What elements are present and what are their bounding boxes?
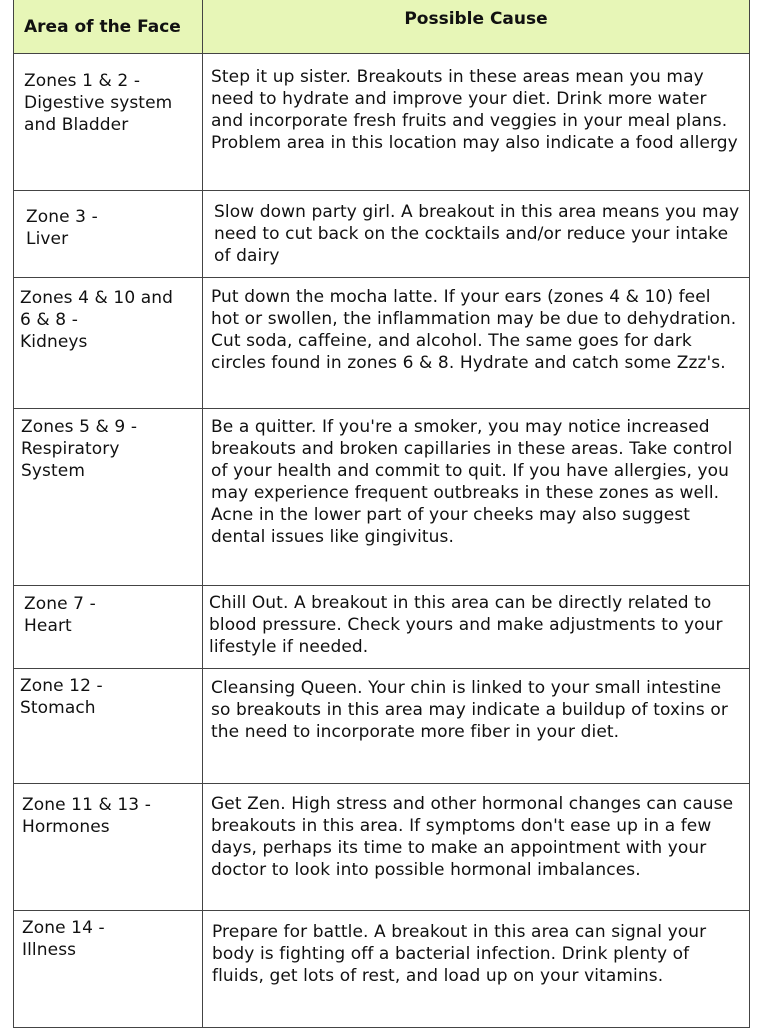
cause-cell	[203, 911, 750, 1028]
area-line: Zone 11 & 13 -	[22, 795, 151, 815]
table-row	[14, 669, 750, 784]
area-line: Hormones	[22, 817, 110, 837]
area-line: and Bladder	[24, 115, 129, 135]
face-zone-table	[13, 0, 750, 1028]
table-row	[14, 911, 750, 1028]
cause-header: Possible Cause	[203, 0, 750, 54]
cause-cell	[203, 278, 750, 409]
table-row	[14, 278, 750, 409]
header-row	[14, 0, 750, 54]
area-line: 6 & 8 -	[20, 310, 78, 330]
area-line: Zones 5 & 9 -	[21, 417, 138, 437]
cause-text: Cleansing Queen. Your chin is linked to your small intestine so breakouts in this area may indicate a buildup of toxins or the need to incorporate more fiber in your diet.	[211, 678, 728, 742]
cause-text: Step it up sister. Breakouts in these areas mean you may need to hydrate and improve your diet. Drink more water and incorporate fresh fruits and veggies in your meal plans. Problem area in this location may also indicate a food allergy	[211, 67, 738, 153]
cause-text: Slow down party girl. A breakout in this area means you may need to cut back on the cocktails and/or reduce your intake of dairy	[214, 202, 740, 266]
area-cell	[14, 409, 203, 586]
area-line: Illness	[22, 940, 77, 960]
area-line: Zones 1 & 2 -	[24, 71, 141, 91]
cause-cell	[203, 669, 750, 784]
table-row	[14, 409, 750, 586]
area-cell	[14, 54, 203, 191]
area-line: Liver	[26, 229, 69, 249]
table-row	[14, 784, 750, 911]
area-cell	[14, 191, 203, 278]
area-cell	[14, 669, 203, 784]
cause-cell	[203, 586, 750, 669]
cause-text: Chill Out. A breakout in this area can be directly related to blood pressure. Check yours and make adjustments to your lifestyle if needed.	[209, 593, 723, 657]
area-line: Zone 14 -	[22, 918, 105, 938]
cause-text: Get Zen. High stress and other hormonal changes can cause breakouts in this area. If symptoms don't ease up in a few days, perhaps its time to make an appointment with your doctor to look into possible hormonal imbalances.	[211, 794, 734, 880]
cause-cell	[203, 409, 750, 586]
cause-cell	[203, 191, 750, 278]
table-row	[14, 191, 750, 278]
area-cell	[14, 911, 203, 1028]
area-line: Zone 3 -	[26, 207, 98, 227]
area-line: Zones 4 & 10 and	[20, 288, 174, 308]
area-line: Zone 12 -	[20, 676, 103, 696]
area-line: System	[21, 461, 85, 481]
area-line: Zone 7 -	[24, 594, 96, 614]
cause-text: Prepare for battle. A breakout in this area can signal your body is fighting off a bacterial infection. Drink plenty of fluids, get lots of rest, and load up on your vitamins.	[212, 922, 707, 986]
table-row	[14, 586, 750, 669]
cause-text: Put down the mocha latte. If your ears (zones 4 & 10) feel hot or swollen, the inflammation may be due to dehydration. Cut soda, caffeine, and alcohol. The same goes for dark circles found in zones 6 & 8. Hydrate and catch some Zzz's.	[211, 287, 737, 373]
area-line: Respiratory	[21, 439, 120, 459]
area-line: Kidneys	[20, 332, 88, 352]
area-line: Digestive system	[24, 93, 173, 113]
area-line: Heart	[24, 616, 72, 636]
cause-text: Be a quitter. If you're a smoker, you may notice increased breakouts and broken capillaries in these areas. Take control of your health and commit to quit. If you have allergies, you may experience frequent outbreaks in these zones as well. Acne in the lower part of your cheeks may also suggest dental issues like gingivitus.	[211, 417, 733, 547]
area-cell	[14, 784, 203, 911]
table-row	[14, 54, 750, 191]
area-header: Area of the Face	[14, 0, 203, 54]
cause-cell	[203, 54, 750, 191]
area-line: Stomach	[20, 698, 96, 718]
area-cell	[14, 278, 203, 409]
cause-cell	[203, 784, 750, 911]
area-cell	[14, 586, 203, 669]
